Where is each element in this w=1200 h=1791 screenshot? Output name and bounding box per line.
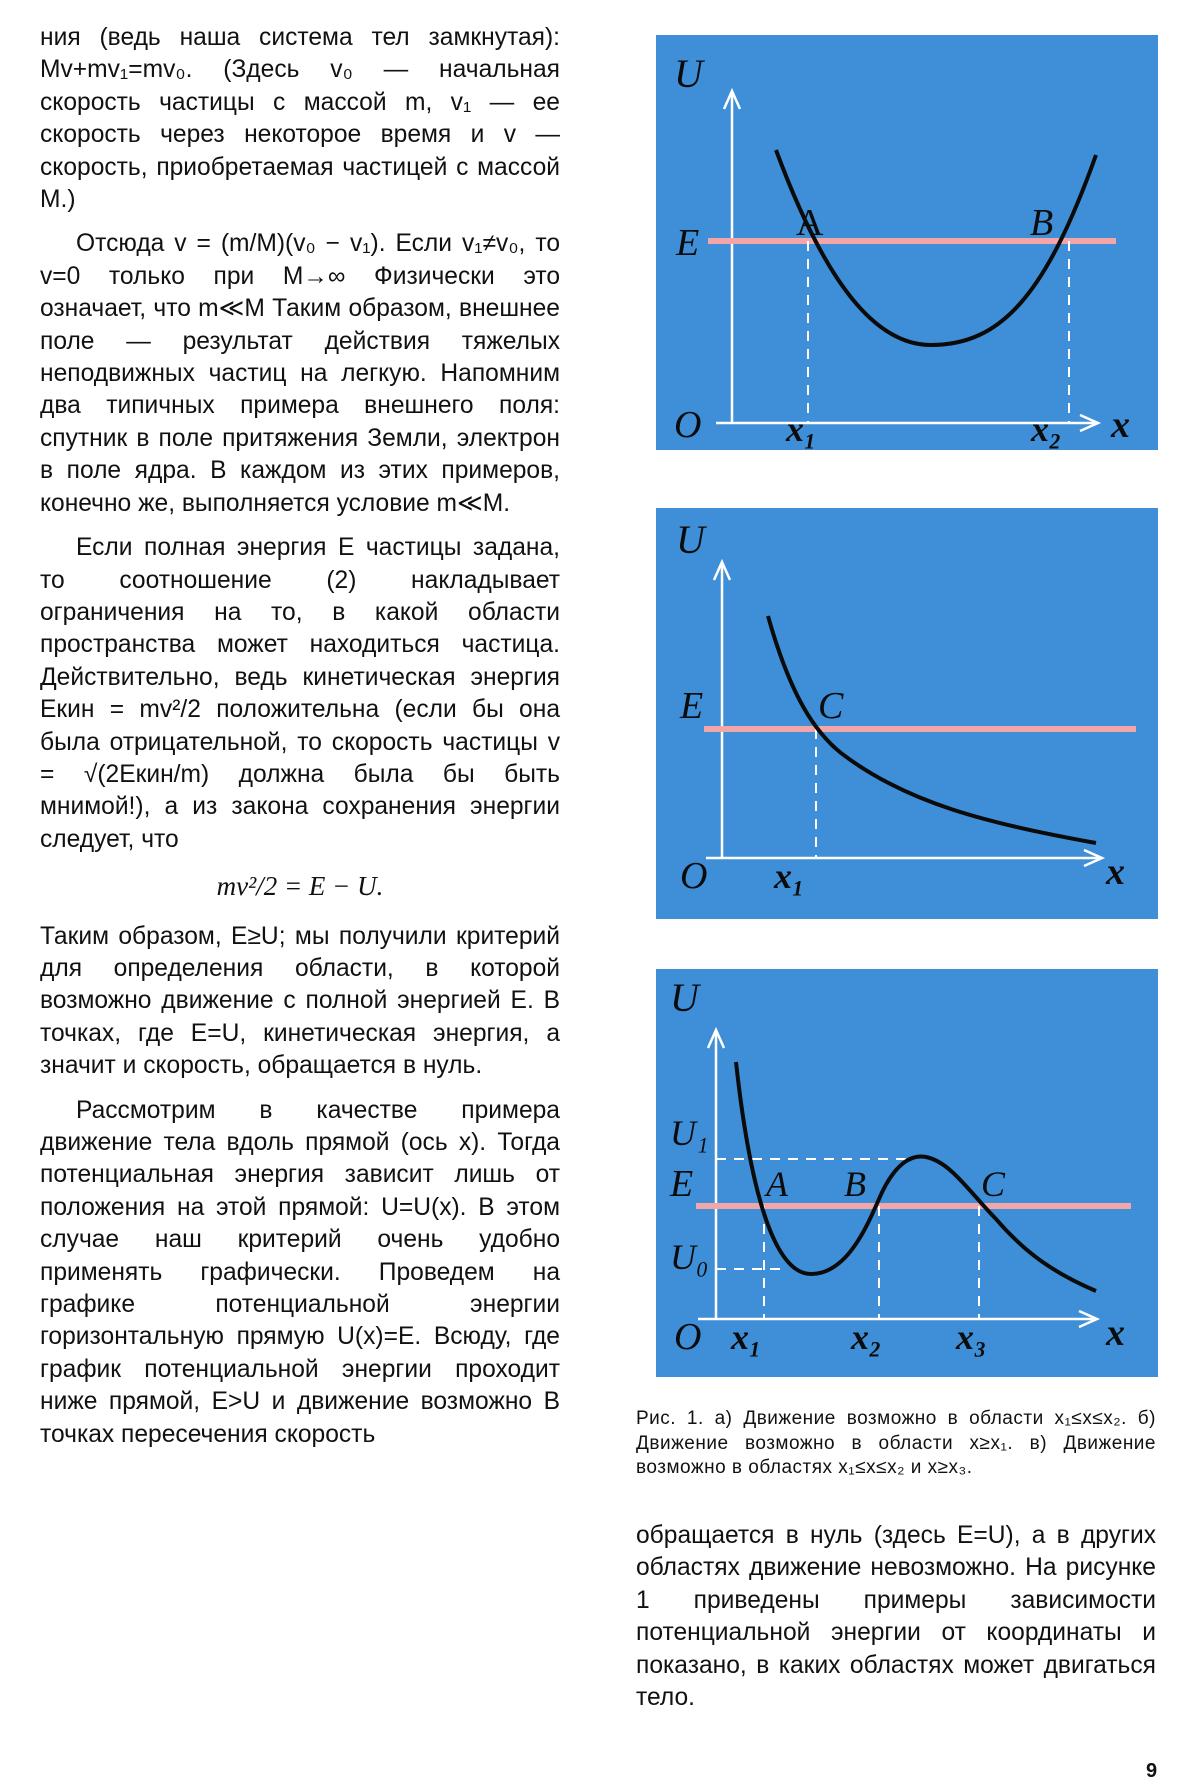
figure-c-u0-label: U₀ [670, 1237, 709, 1277]
figure-b-x-label: x [1106, 851, 1125, 893]
figure-a-point-a: A [796, 202, 824, 244]
figure-c-u-label: U [670, 975, 699, 1020]
figure-c-point-c: C [981, 1164, 1006, 1204]
figure-c-x3-label: x₃ [956, 1317, 987, 1357]
figure-c-x2-label: x₂ [851, 1317, 882, 1357]
paragraph-example: Рассмотрим в качестве примера движение тела вдоль прямой (ось x). Тогда потенциальная энергия зависит лишь от положения на этой прямой: U=U(x). В этом случае наш критерий очень удобно применять графически. Проведем на графике потенциальной энергии горизонтальную прямую U(x)=E. Всюду, где график потенциальной энергии проходит ниже прямой, E>U и движение возможно В точках пересечения скорость [40, 1096, 560, 1448]
paragraph-velocity-condition: Отсюда v = (m/M)(v₀ − v₁). Если v₁≠v₀, то v=0 только при M→∞ Физически это означает, что m≪M Таким образом, внешнее поле — результат действия тяжелых неподвижных частиц на легкую. Напомним два типичных примера внешнего поля: спутник в поле притяжения Земли, электрон в поле ядра. В каждом из этих примеров, конечно же, выполняется условие m≪M. [40, 230, 560, 517]
figure-a-origin: O [674, 404, 702, 446]
figure-c-x-label: x [1106, 1312, 1125, 1354]
paragraph-momentum: ния (ведь наша система тел замкнутая): Mv+mv₁=mv₀. (Здесь v₀ — начальная скорость частицы с массой m, v₁ — ее скорость через некоторое время и v — скорость, приобретаемая частицей с массой M.) [40, 24, 560, 214]
figure-b-x1-label: x₁ [774, 856, 805, 896]
figure-caption: Рис. 1. а) Движение возможно в области x₁≤x≤x₂. б) Движение возможно в области x≥x₁. в) Движение возможно в областях x₁≤x≤x₂ и x≥x₃. [636, 1408, 1156, 1478]
figure-c-x1-label: x₁ [731, 1317, 762, 1357]
figure-a-e-label: E [676, 222, 700, 264]
figure-a-x-label: x [1111, 404, 1130, 446]
energy-formula: mv²/2 = E − U. [216, 871, 384, 902]
left-column [40, 22, 560, 1451]
figure-b-plot [656, 508, 1158, 919]
figure-c [656, 969, 1158, 1377]
figure-a-u-label: U [674, 51, 703, 96]
figure-c-e-label: E [670, 1163, 694, 1205]
figure-a [656, 35, 1158, 450]
paragraph-criterion: Таким образом, E≥U; мы получили критерий для определения области, в которой возможно движение с полной энергией E. В точках, где E=U, кинетическая энергия, а значит и скорость, обращается в нуль. [40, 922, 560, 1080]
figure-c-origin: O [674, 1316, 702, 1358]
figure-b-origin: O [680, 855, 708, 897]
figure-c-u1-label: U₁ [670, 1113, 709, 1153]
figure-a-x2-label: x₂ [1031, 409, 1062, 449]
figure-c-point-b: B [844, 1164, 866, 1204]
figure-b-point-c: C [818, 685, 844, 727]
figure-b-e-label: E [680, 685, 704, 727]
figure-a-plot [656, 35, 1158, 450]
page-number: 9 [1146, 1760, 1158, 1782]
figure-c-point-a: A [766, 1164, 788, 1204]
figure-b [656, 508, 1158, 919]
figure-c-plot [656, 969, 1158, 1377]
paragraph-energy: Если полная энергия E частицы задана, то соотношение (2) накладывает ограничения на то, в какой области пространства может находиться частица. Действительно, ведь кинетическая энергия Eкин = mv²/2 положительна (если бы она была отрицательной, то скорость частицы v = √(2Eкин/m) должна была бы быть мнимой!), а из закона сохранения энергии следует, что [40, 534, 560, 853]
right-column [636, 1520, 1156, 1714]
figure-a-x1-label: x₁ [786, 409, 817, 449]
figure-b-u-label: U [676, 517, 705, 562]
figure-a-point-b: B [1030, 202, 1054, 244]
paragraph-conclusion: обращается в нуль (здесь E=U), а в других областях движение невозможно. На рисунке 1 приведены примеры зависимости потенциальной энергии от координаты и показано, в каких областях может двигаться тело. [636, 1522, 1156, 1712]
figure-c-background [656, 969, 1158, 1377]
